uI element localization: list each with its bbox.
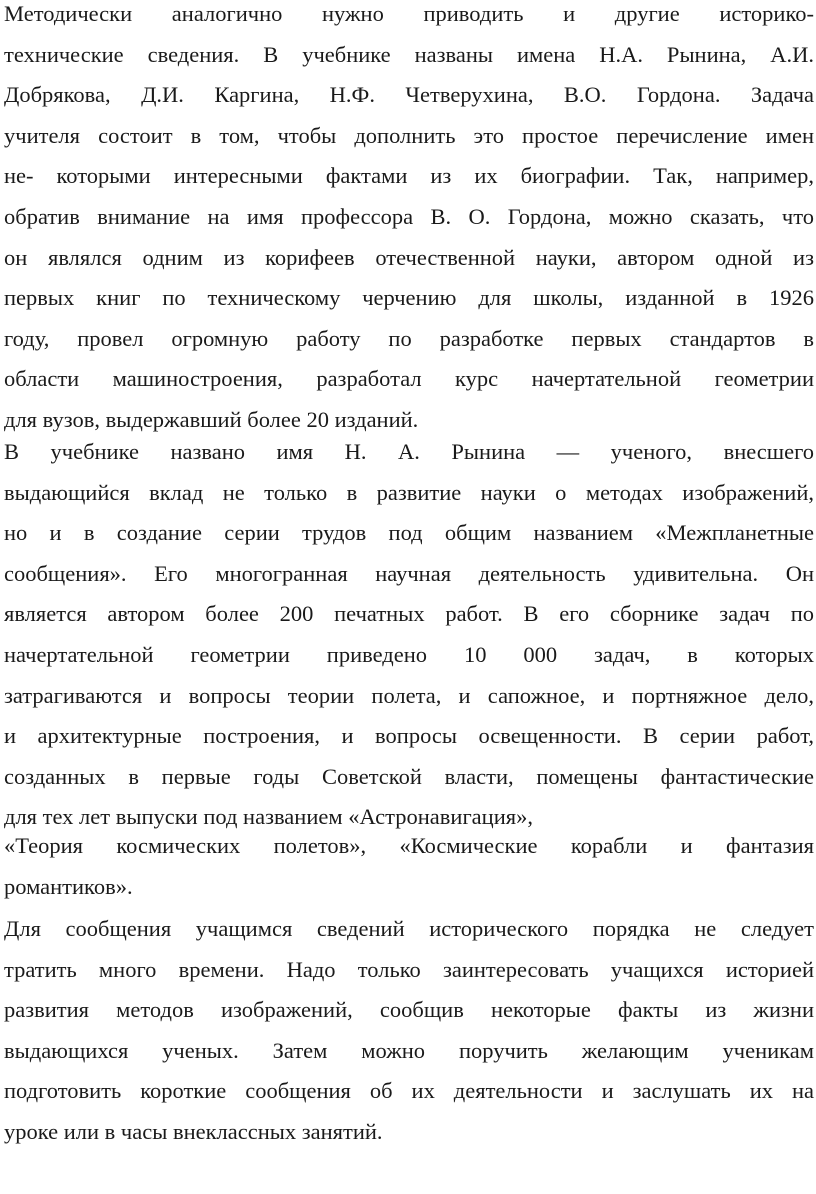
text-line: он являлся одним из корифеев отечественной науки, автором одной из [4,244,814,270]
text-line: не- которыми интересными фактами из их биографии. Так, например, [4,163,814,189]
text-line: обратив внимание на имя профессора В. О. Гордона, можно сказать, что [4,203,814,229]
text-line: затрагиваются и вопросы теории полета, и сапожное, и портняжное дело, [4,682,814,708]
text-line: выдающийся вклад не только в развитие науки о методах изображений, [4,479,814,505]
paragraph-titles [4,826,814,907]
text-line: В учебнике названо имя Н. А. Рынина — ученого, внесшего [4,439,814,464]
text-line: году, провел огромную работу по разработке первых стандартов в [4,325,814,351]
text-line: созданных в первые годы Советской власти, помещены фантастические [4,763,814,789]
text-line: Добрякова, Д.И. Каргина, Н.Ф. Четверухина, В.О. Гордона. Задача [4,82,814,108]
text-line: для тех лет выпуски под названием «Астронавигация», [4,804,533,830]
text-line: и архитектурные построения, и вопросы освещенности. В серии работ, [4,723,814,749]
text-line: первых книг по техническому черчению для школы, изданной в 1926 [4,285,814,311]
text-line: уроке или в часы внеклассных занятий. [4,1118,383,1144]
text-line: является автором более 200 печатных работ. В его сборнике задач по [4,601,814,627]
text-line: технические сведения. В учебнике названы имена Н.А. Рынина, А.И. [4,41,814,67]
text-line: «Теория космических полетов», «Космические корабли и фантазия [4,833,814,858]
text-line: области машиностроения, разработал курс начертательной геометрии [4,366,814,392]
text-line: Для сообщения учащимся сведений исторического порядка не следует [4,916,814,941]
text-line: Методически аналогично нужно приводить и другие историко- [4,1,814,26]
text-line: для вузов, выдержавший более 20 изданий. [4,406,419,432]
text-line: романтиков». [4,873,133,899]
text-line: подготовить короткие сообщения об их деятельности и заслушать их на [4,1078,814,1104]
text-line: учителя состоит в том, чтобы дополнить это простое перечисление имен [4,122,814,148]
text-line: развития методов изображений, сообщив некоторые факты из жизни [4,997,814,1023]
paragraph-gordon [4,0,814,441]
text-line: сообщения». Его многогранная научная деятельность удивительна. Он [4,560,814,586]
text-line: выдающихся ученых. Затем можно поручить желающим ученикам [4,1037,814,1063]
text-line: но и в создание серии трудов под общим названием «Межпланетные [4,520,814,546]
paragraph-rynin [4,432,814,838]
text-line: тратить много времени. Надо только заинтересовать учащихся историей [4,956,814,982]
paragraph-teaching [4,909,814,1153]
text-line: начертательной геометрии приведено 10 000 задач, в которых [4,641,814,667]
